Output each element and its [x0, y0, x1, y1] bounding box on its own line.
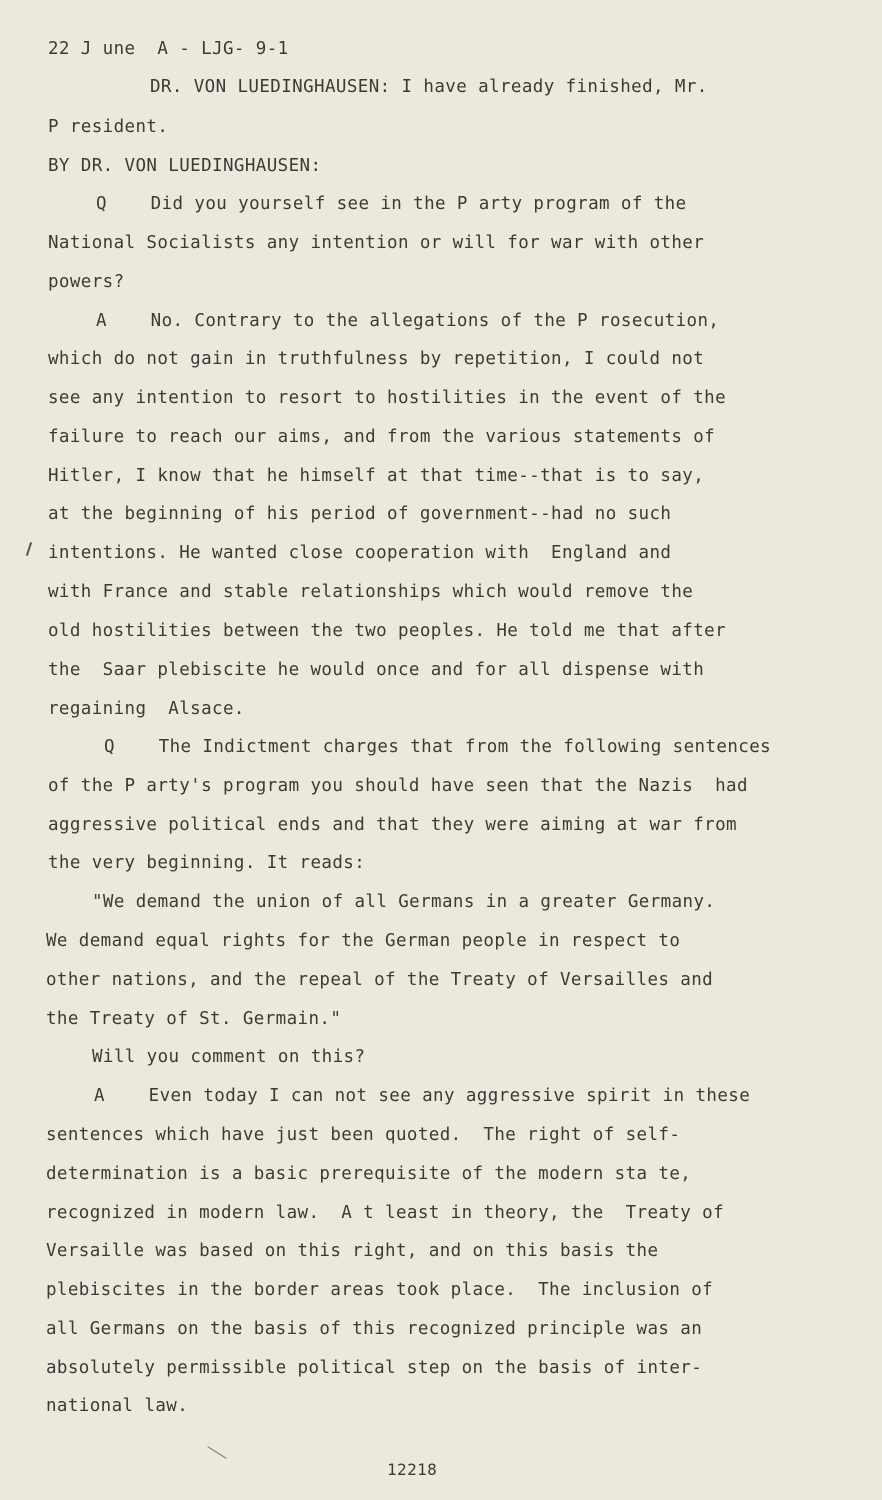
text-line: determination is a basic prerequisite of the modern sta te,	[46, 1164, 692, 1184]
text-line: Hitler, I know that he himself at that time--that is to say,	[48, 466, 705, 486]
text-line: with France and stable relationships which would remove the	[48, 582, 694, 602]
text-line: Versaille was based on this right, and on this basis the	[46, 1241, 659, 1261]
text-line: old hostilities between the two peoples. He told me that after	[48, 621, 727, 641]
text-line: We demand equal rights for the German people in respect to	[46, 931, 681, 951]
text-line: see any intention to resort to hostilities in the event of the	[48, 388, 727, 408]
text-line: the very beginning. It reads:	[48, 853, 366, 873]
text-line: the Saar plebiscite he would once and for all dispense with	[48, 660, 705, 680]
text-line: failure to reach our aims, and from the various statements of	[48, 427, 716, 447]
text-line: "We demand the union of all Germans in a greater Germany.	[92, 892, 716, 912]
text-line: powers?	[48, 272, 125, 292]
text-line: Will you comment on this?	[92, 1047, 366, 1067]
text-line: at the beginning of his period of government--had no such	[48, 504, 672, 524]
text-line: A No. Contrary to the allegations of the P rosecution,	[96, 311, 720, 331]
text-line: Q Did you yourself see in the P arty program of the	[96, 194, 687, 214]
text-line: of the P arty's program you should have seen that the Nazis had	[48, 776, 748, 796]
text-line: national law.	[46, 1396, 189, 1416]
text-line: intentions. He wanted close cooperation with England and	[48, 543, 672, 563]
text-line: which do not gain in truthfulness by repetition, I could not	[48, 349, 705, 369]
text-line: plebiscites in the border areas took place. The inclusion of	[46, 1280, 714, 1300]
text-line: aggressive political ends and that they were aiming at war from	[48, 815, 737, 835]
text-line: P resident.	[48, 117, 169, 137]
text-line: Q The Indictment charges that from the following sentences	[104, 737, 772, 757]
stray-pencil-mark	[207, 1446, 226, 1459]
margin-tick-mark	[26, 542, 32, 556]
text-line: DR. VON LUEDINGHAUSEN: I have already finished, Mr.	[150, 77, 708, 97]
text-line: all Germans on the basis of this recognized principle was an	[46, 1319, 703, 1339]
text-line: the Treaty of St. Germain."	[46, 1009, 342, 1029]
text-line: absolutely permissible political step on the basis of inter-	[46, 1358, 703, 1378]
text-line: BY DR. VON LUEDINGHAUSEN:	[48, 156, 322, 176]
text-line: sentences which have just been quoted. The right of self-	[46, 1125, 681, 1145]
text-line: A Even today I can not see any aggressive spirit in these	[94, 1086, 751, 1106]
text-line: regaining Alsace.	[48, 699, 245, 719]
document-header: 22 J une A - LJG- 9-1	[48, 39, 289, 59]
text-line: other nations, and the repeal of the Treaty of Versailles and	[46, 970, 714, 990]
text-line: National Socialists any intention or will for war with other	[48, 233, 705, 253]
text-line: recognized in modern law. A t least in theory, the Treaty of	[46, 1203, 725, 1223]
page-number: 12218	[387, 1460, 438, 1479]
